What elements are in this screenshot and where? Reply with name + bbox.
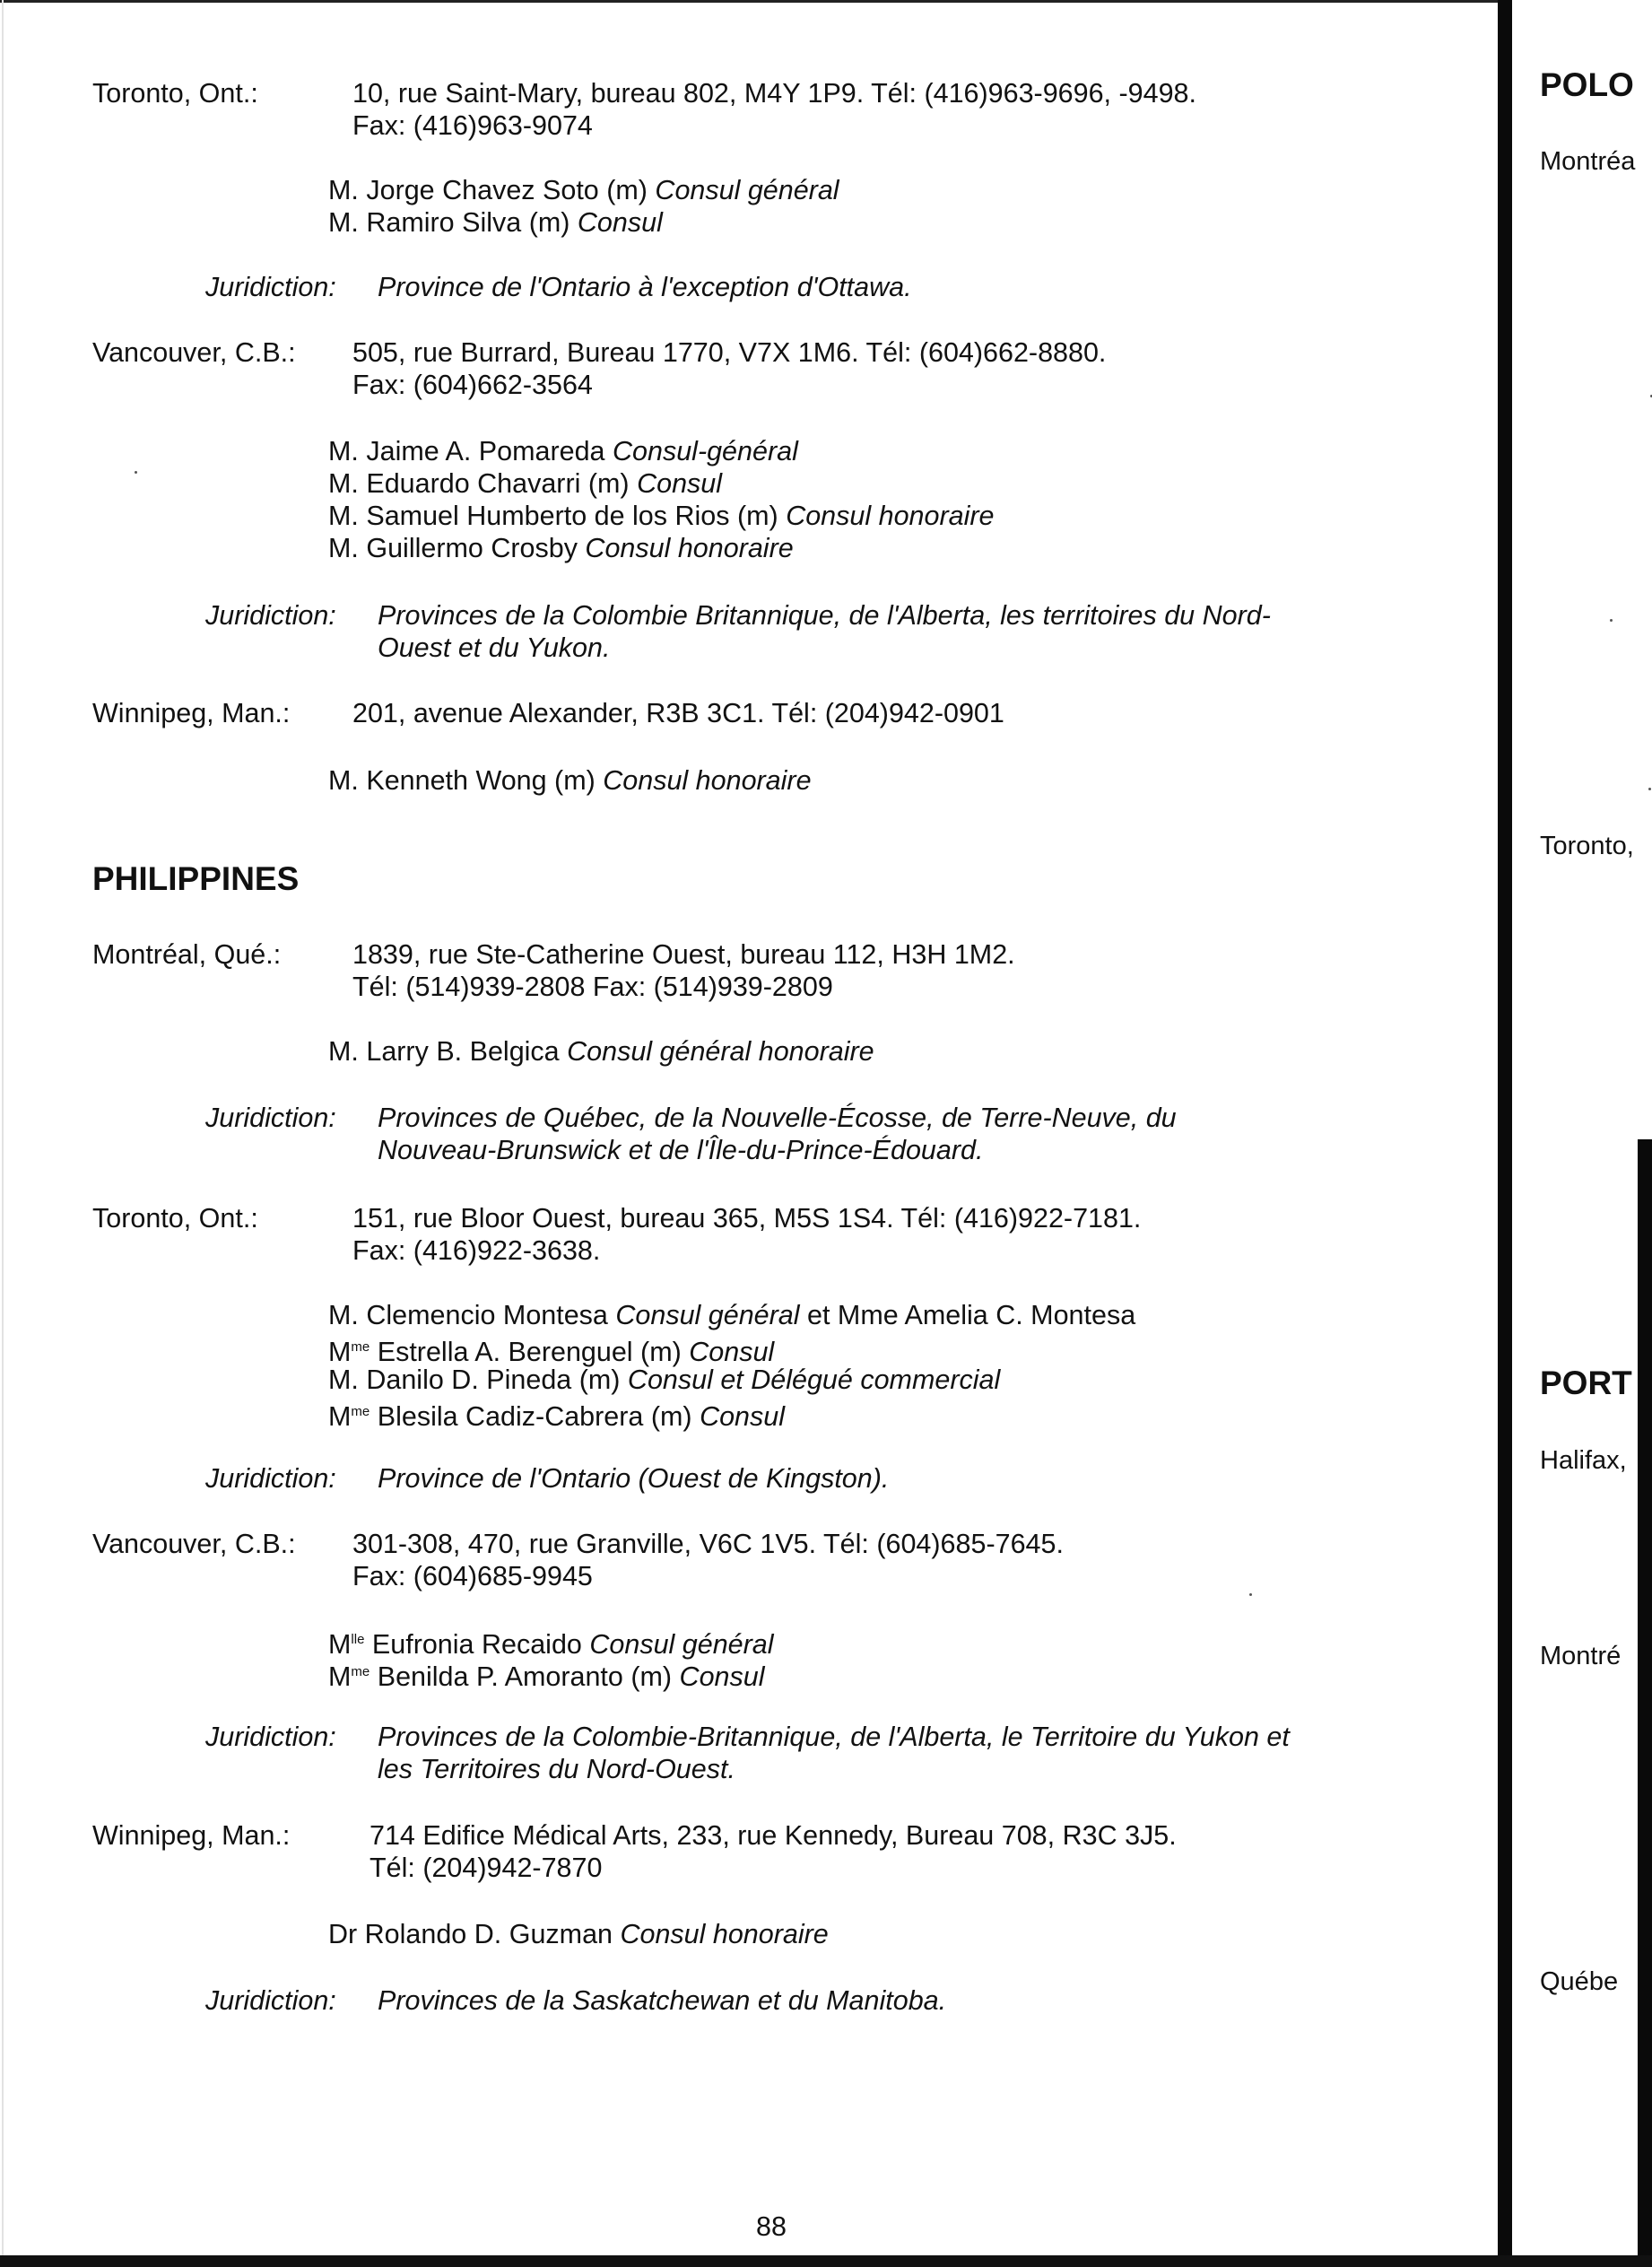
scan-speck <box>1249 1593 1252 1596</box>
address-line: 505, rue Burrard, Bureau 1770, V7X 1M6. Tél: (604)662-8880. <box>352 337 1107 368</box>
address-line: 10, rue Saint-Mary, bureau 802, M4Y 1P9. Tél: (416)963-9696, -9498. <box>352 78 1196 109</box>
page-number: 88 <box>756 2211 787 2242</box>
scan-speck <box>135 471 137 474</box>
juridiction-text: Provinces de Québec, de la Nouvelle-Écosse, de Terre-Neuve, du <box>378 1103 1177 1133</box>
juridiction-text: Ouest et du Yukon. <box>378 632 611 663</box>
city-label: Vancouver, C.B.: <box>92 337 296 368</box>
official-line: $M^{lle}$ Eufronia Recaido Consul général <box>328 1629 774 1661</box>
city-label: Winnipeg, Man.: <box>92 1820 291 1851</box>
bleed-city: Toronto, <box>1540 832 1634 860</box>
country-heading: PHILIPPINES <box>92 860 300 897</box>
official-line: M. Danilo D. Pineda (m) Consul et Délégué commercial <box>328 1365 1001 1395</box>
official-line: $M^{me}$ Blesila Cadiz-Cabrera (m) Consul <box>328 1401 786 1433</box>
official-line: M. Samuel Humberto de los Rios (m) Consul honoraire <box>328 501 995 531</box>
next-page-bleed <box>1525 0 1638 2267</box>
address-line: 151, rue Bloor Ouest, bureau 365, M5S 1S4. Tél: (416)922-7181. <box>352 1203 1142 1234</box>
bleed-city: Halifax, <box>1540 1446 1627 1475</box>
address-line: 201, avenue Alexander, R3B 3C1. Tél: (204)942-0901 <box>352 698 1004 728</box>
juridiction-text: les Territoires du Nord-Ouest. <box>378 1754 735 1784</box>
juridiction-label: Juridiction: <box>205 272 336 302</box>
phone-line: Tél: (204)942-7870 <box>370 1853 603 1883</box>
bleed-heading: PORT <box>1540 1365 1632 1401</box>
official-line: M. Clemencio Montesa Consul général et Mme Amelia C. Montesa <box>328 1300 1136 1330</box>
address-line: 714 Edifice Médical Arts, 233, rue Kennedy, Bureau 708, R3C 3J5. <box>370 1820 1177 1851</box>
official-line: $M^{me}$ Benilda P. Amoranto (m) Consul <box>328 1661 765 1693</box>
right-scan-edge <box>1638 1139 1652 2267</box>
bottom-rule <box>0 2255 1652 2267</box>
bleed-city: Montré <box>1540 1642 1622 1670</box>
juridiction-label: Juridiction: <box>205 1985 336 2016</box>
fax-line: Fax: (416)963-9074 <box>352 110 593 141</box>
official-line: M. Eduardo Chavarri (m) Consul <box>328 468 723 499</box>
official-line: M. Ramiro Silva (m) Consul <box>328 207 663 238</box>
city-label: Toronto, Ont.: <box>92 1203 258 1234</box>
address-line: 1839, rue Ste-Catherine Ouest, bureau 112, H3H 1M2. <box>352 939 1015 970</box>
address-line: 301-308, 470, rue Granville, V6C 1V5. Tél: (604)685-7645. <box>352 1529 1064 1559</box>
scan-speck <box>1610 619 1613 622</box>
juridiction-text: Province de l'Ontario (Ouest de Kingston). <box>378 1463 890 1494</box>
city-label: Toronto, Ont.: <box>92 78 258 109</box>
top-rule <box>0 0 1507 3</box>
juridiction-label: Juridiction: <box>205 1722 336 1752</box>
left-scan-edge <box>2 0 4 2267</box>
scan-speck <box>1648 788 1651 790</box>
city-label: Montréal, Qué.: <box>92 939 282 970</box>
juridiction-text: Nouveau-Brunswick et de l'Île-du-Prince-Édouard. <box>378 1135 984 1165</box>
official-line: M. Jaime A. Pomareda Consul-général <box>328 436 798 466</box>
bleed-heading: POLO <box>1540 66 1634 103</box>
fax-line: Fax: (416)922-3638. <box>352 1235 601 1266</box>
official-line: M. Larry B. Belgica Consul général honoraire <box>328 1036 874 1067</box>
official-line: M. Guillermo Crosby Consul honoraire <box>328 533 794 563</box>
official-line: Dr Rolando D. Guzman Consul honoraire <box>328 1919 829 1949</box>
official-line: M. Kenneth Wong (m) Consul honoraire <box>328 765 812 796</box>
fax-line: Fax: (604)685-9945 <box>352 1561 593 1591</box>
bleed-city: Québe <box>1540 1967 1619 1996</box>
official-line: $M^{me}$ Estrella A. Berenguel (m) Consul <box>328 1337 775 1368</box>
city-label: Winnipeg, Man.: <box>92 698 291 728</box>
juridiction-label: Juridiction: <box>205 1463 336 1494</box>
page-gutter-divider <box>1498 0 1512 2267</box>
juridiction-text: Provinces de la Colombie Britannique, de l'Alberta, les territoires du Nord- <box>378 600 1271 631</box>
juridiction-text: Provinces de la Saskatchewan et du Manitoba. <box>378 1985 947 2016</box>
juridiction-text: Provinces de la Colombie-Britannique, de l'Alberta, le Territoire du Yukon et <box>378 1722 1290 1752</box>
official-line: M. Jorge Chavez Soto (m) Consul général <box>328 175 839 205</box>
juridiction-label: Juridiction: <box>205 600 336 631</box>
bleed-city: Montréa <box>1540 147 1636 176</box>
juridiction-label: Juridiction: <box>205 1103 336 1133</box>
phone-fax-line: Tél: (514)939-2808 Fax: (514)939-2809 <box>352 972 833 1002</box>
city-label: Vancouver, C.B.: <box>92 1529 296 1559</box>
juridiction-text: Province de l'Ontario à l'exception d'Ottawa. <box>378 272 912 302</box>
fax-line: Fax: (604)662-3564 <box>352 370 593 400</box>
